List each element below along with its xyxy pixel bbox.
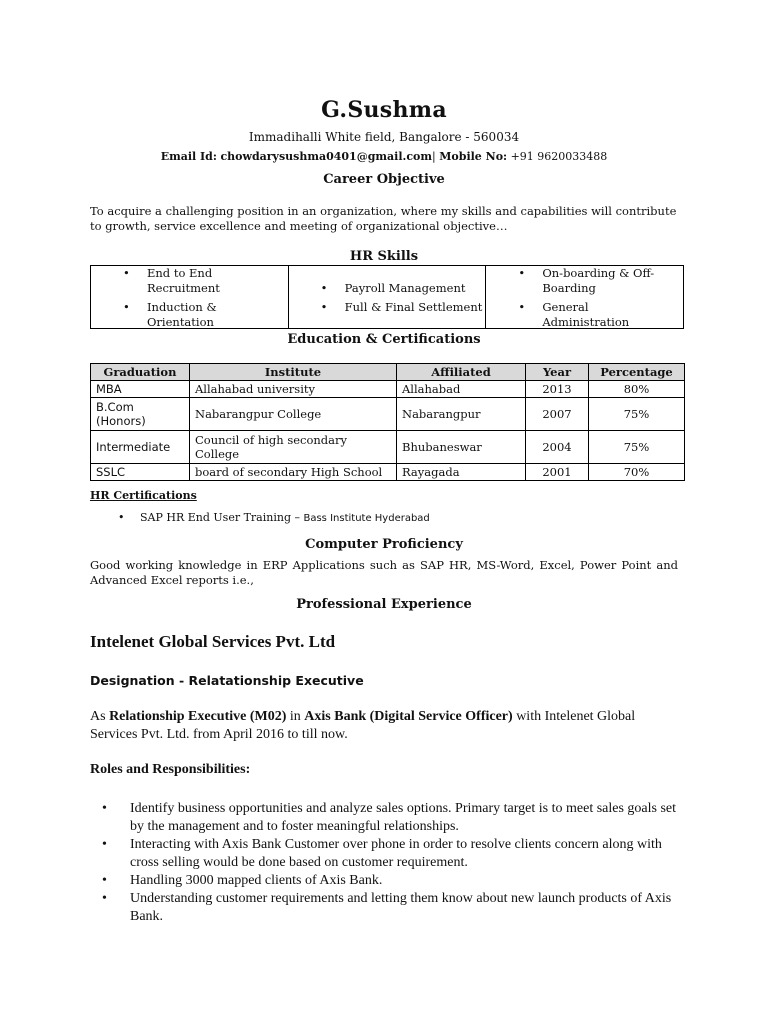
skills-column-1 — [91, 266, 289, 328]
computer-proficiency-text: Good working knowledge in ERP Applications such as SAP HR, MS-Word, Excel, Power Point and Advanced Excel reports i.e., — [90, 558, 678, 587]
table-cell: 75% — [589, 431, 685, 464]
address: Immadihalli White field, Bangalore - 560034 — [248, 130, 520, 144]
mobile-label: Mobile No: — [439, 150, 508, 163]
bullet-icon: • — [102, 837, 107, 852]
responsibility-text: Interacting with Axis Bank Customer over phone in order to resolve clients concern along with cross selling would be done based on customer requirement. — [130, 837, 662, 870]
responsibility-text: Handling 3000 mapped clients of Axis Bank. — [130, 873, 383, 888]
bullet-icon: • — [102, 873, 107, 888]
role-summary — [90, 708, 680, 744]
bullet-icon: • — [518, 266, 526, 280]
hr-skills-heading: HR Skills — [349, 249, 419, 264]
table-cell: Allahabad — [397, 381, 526, 398]
table-cell: 80% — [589, 381, 685, 398]
certification-item — [118, 511, 430, 524]
bullet-icon: • — [518, 300, 526, 314]
bullet-icon: • — [123, 266, 130, 280]
education-table — [90, 363, 685, 481]
roles-heading: Roles and Responsibilities: — [90, 762, 251, 777]
role-title: Relationship Executive (M02) — [109, 709, 287, 724]
responsibility-text: Identify business opportunities and analyze sales options. Primary target is to meet sales goals set by the management and to foster meaningful relationships. — [130, 801, 677, 834]
mobile-value: +91 9620033488 — [510, 150, 608, 163]
in-text: in — [289, 709, 301, 724]
education-heading: Education & Certifications — [287, 332, 481, 347]
skill-item: On-boarding & Off-Boarding — [542, 266, 655, 295]
table-row — [91, 464, 685, 481]
table-cell: Intermediate — [91, 431, 190, 464]
as-text: As — [90, 709, 106, 724]
list-item — [100, 890, 680, 926]
company-name: Intelenet Global Services Pvt. Ltd — [90, 632, 336, 651]
bullet-icon: • — [118, 511, 125, 524]
hr-skills-table — [90, 265, 684, 329]
professional-experience-heading: Professional Experience — [296, 597, 472, 612]
client-name: Axis Bank (Digital Service Officer) — [304, 709, 513, 724]
responsibilities-list — [100, 800, 680, 926]
role-summary-rest: with Intelenet Global Services Pvt. Ltd. from April 2016 to till now. — [90, 709, 636, 742]
skills-column-3 — [486, 266, 683, 328]
column-header: Affiliated — [397, 364, 526, 381]
certification-name: SAP HR End User Training – — [140, 511, 300, 524]
table-cell: 70% — [589, 464, 685, 481]
designation: Designation - Relatationship Executive — [90, 673, 364, 688]
candidate-name: G.Sushma — [321, 97, 447, 123]
contact-line — [0, 150, 768, 163]
skill-item: Full & Final Settlement — [344, 300, 483, 314]
table-cell: Nabarangpur — [397, 398, 526, 431]
certification-org: Bass Institute Hyderabad — [303, 513, 430, 524]
skill-item: Induction & Orientation — [147, 300, 217, 329]
table-cell: Nabarangpur College — [190, 398, 397, 431]
responsibility-text: Understanding customer requirements and letting them know about new launch products of Axis Bank. — [130, 891, 672, 924]
bullet-icon: • — [320, 300, 328, 314]
table-row — [91, 398, 685, 431]
column-header: Graduation — [91, 364, 190, 381]
bullet-icon: • — [123, 300, 130, 314]
list-item — [100, 836, 680, 872]
list-item — [100, 800, 680, 836]
bullet-icon: • — [320, 281, 328, 295]
list-item — [100, 872, 680, 890]
column-header: Percentage — [589, 364, 685, 381]
email-value: chowdarysushma0401@gmail.com — [220, 150, 433, 163]
skills-column-2 — [289, 266, 487, 328]
computer-proficiency-heading: Computer Proficiency — [305, 537, 463, 552]
table-cell: Allahabad university — [190, 381, 397, 398]
table-cell: 2007 — [526, 398, 589, 431]
email-label: Email Id: — [160, 150, 217, 163]
contact-separator: | — [432, 150, 436, 163]
table-cell: B.Com (Honors) — [91, 398, 190, 431]
column-header: Institute — [190, 364, 397, 381]
table-row — [91, 431, 685, 464]
table-cell: Bhubaneswar — [397, 431, 526, 464]
table-cell: board of secondary High School — [190, 464, 397, 481]
career-objective-heading: Career Objective — [323, 172, 445, 187]
table-cell: SSLC — [91, 464, 190, 481]
table-cell: 75% — [589, 398, 685, 431]
table-cell: 2013 — [526, 381, 589, 398]
career-objective-text: To acquire a challenging position in an organization, where my skills and capabilities will contribute to growth, service excellence and meeting of organizational objective… — [90, 204, 677, 233]
table-cell: 2001 — [526, 464, 589, 481]
skill-item: End to End Recruitment — [147, 266, 220, 295]
column-header: Year — [526, 364, 589, 381]
skill-item: Payroll Management — [344, 281, 466, 295]
table-cell: 2004 — [526, 431, 589, 464]
table-row — [91, 381, 685, 398]
bullet-icon: • — [102, 891, 107, 906]
bullet-icon: • — [102, 801, 107, 816]
hr-certifications-heading: HR Certifications — [90, 489, 197, 502]
skill-item: General Administration — [542, 300, 630, 329]
table-cell: Council of high secondary College — [190, 431, 397, 464]
table-header-row — [91, 364, 685, 381]
table-cell: Rayagada — [397, 464, 526, 481]
table-cell: MBA — [91, 381, 190, 398]
